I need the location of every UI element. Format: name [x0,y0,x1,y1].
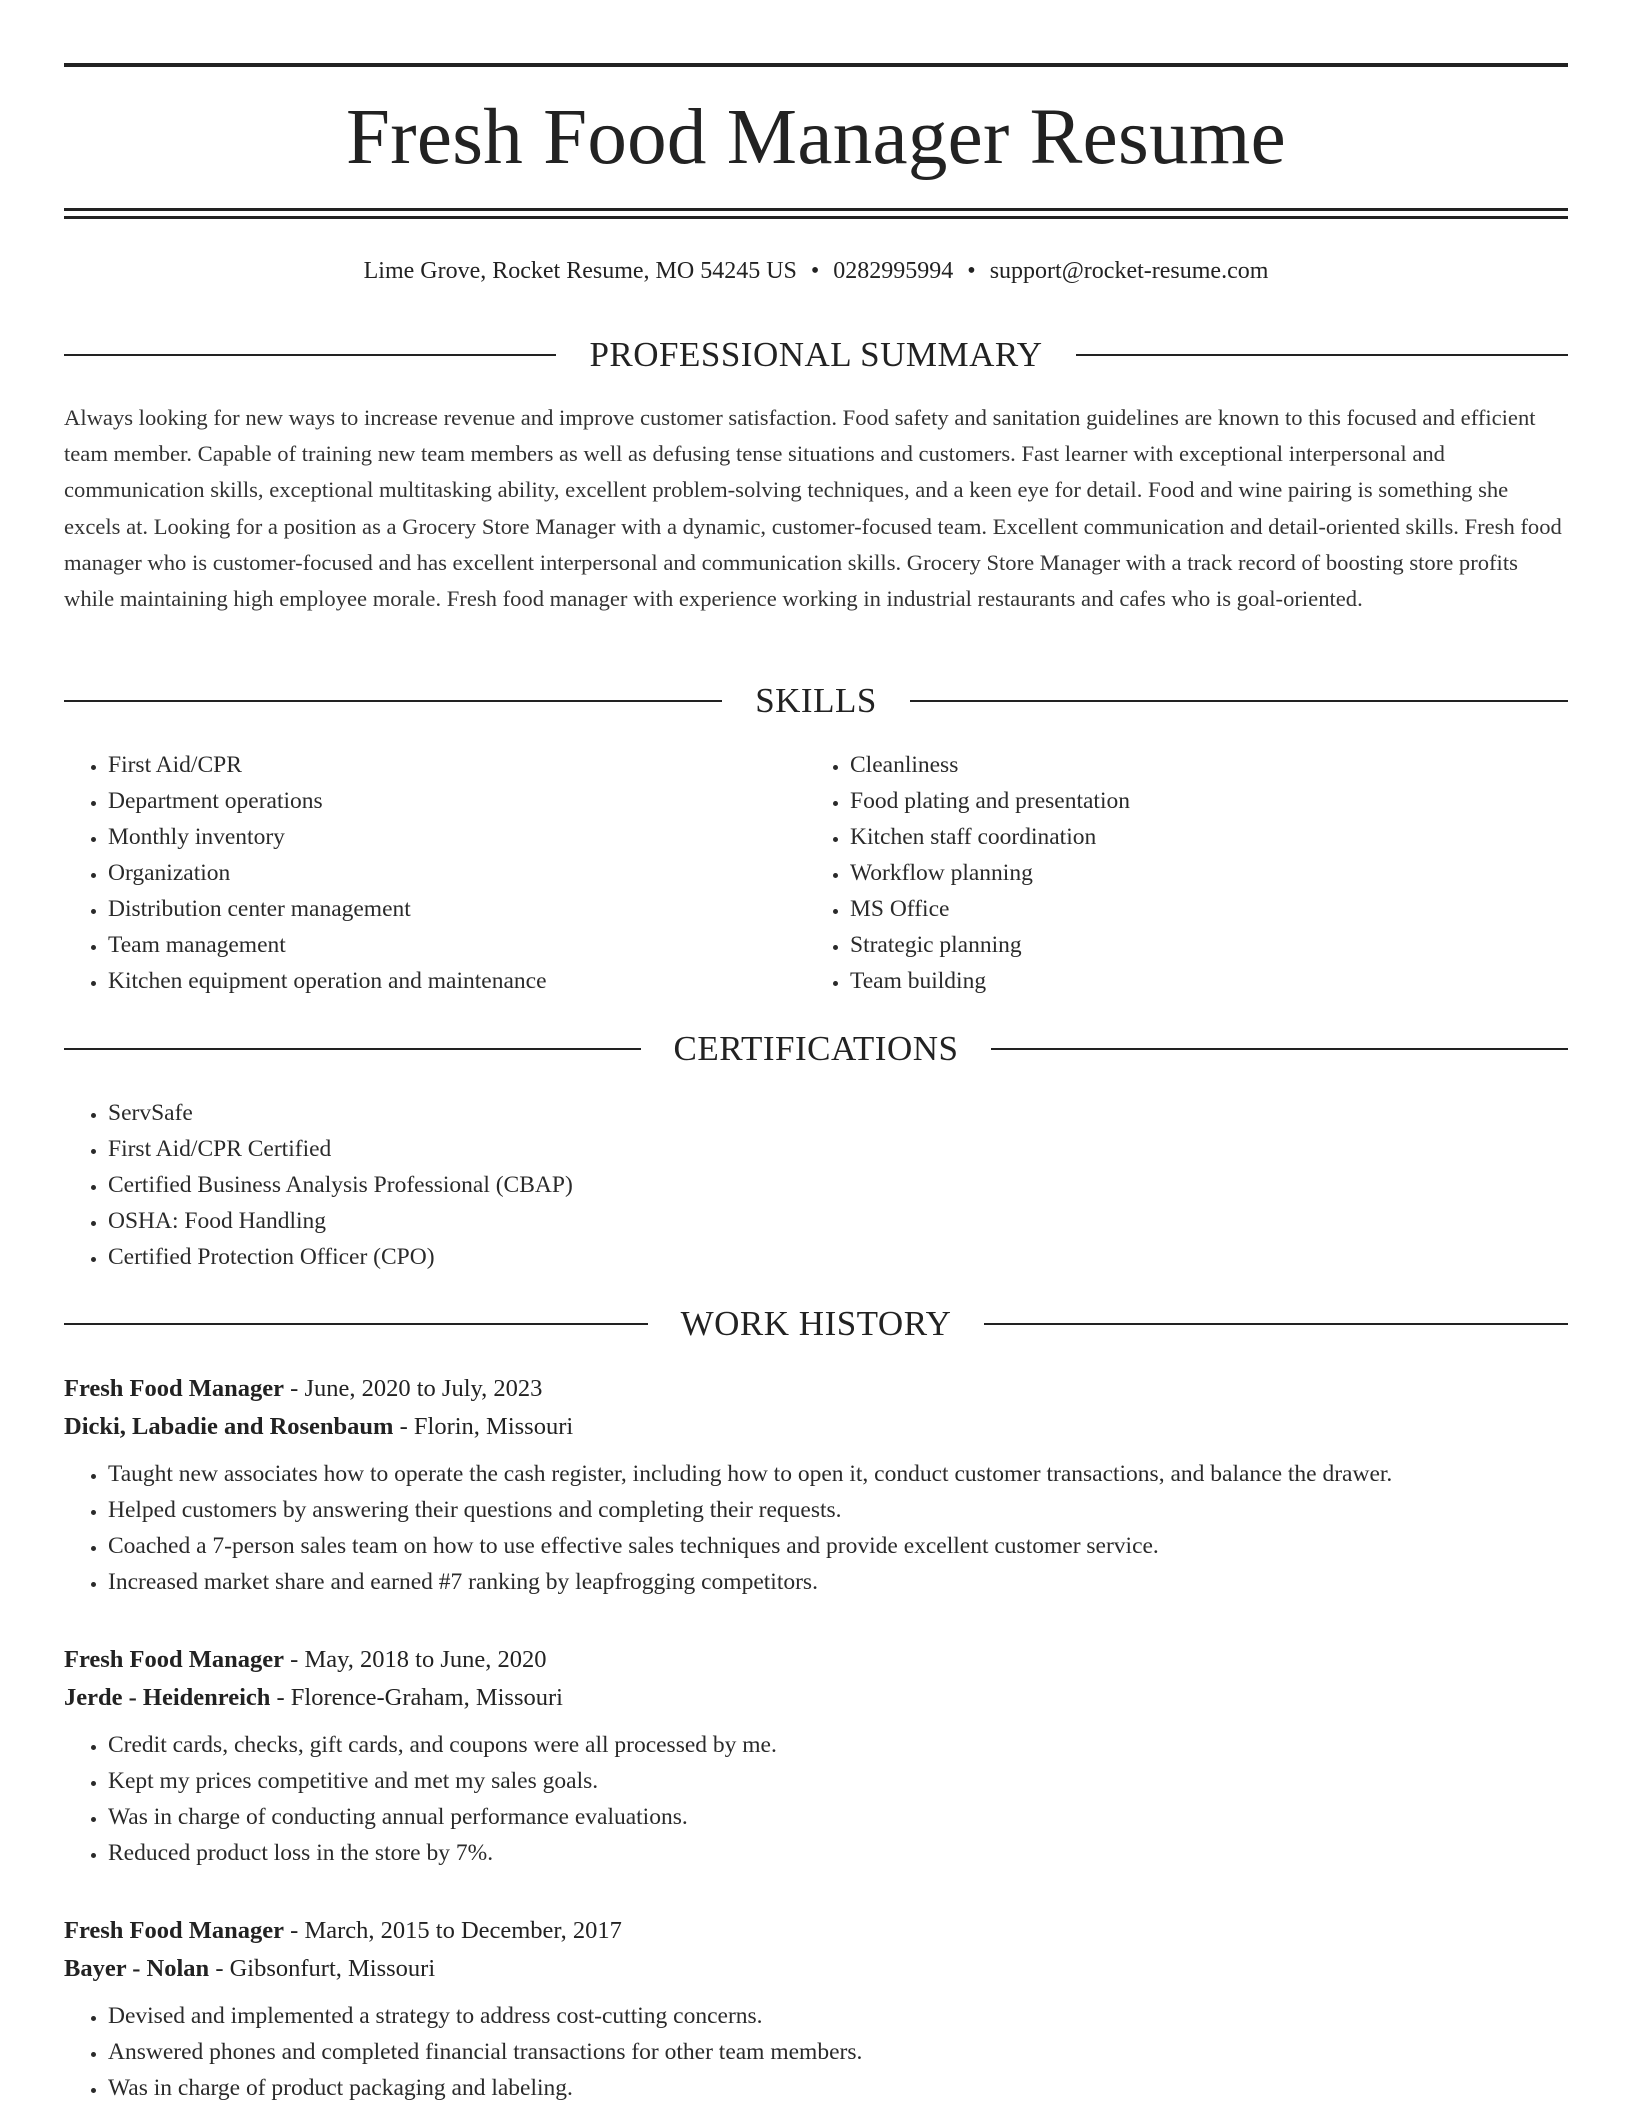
job-bullet: • Devised and implemented a strategy to address cost-cutting concerns. [108,1998,1568,2034]
job-bullet: • Taught new associates how to operate the cash register, including how to open it, conduct customer transactions, and balance the drawer. [108,1456,1568,1492]
job-location: - Florin, Missouri [393,1413,574,1440]
job-dates: - March, 2015 to December, 2017 [284,1917,622,1944]
contact-separator: • [810,258,820,284]
job-company: Jerde - Heidenreich [64,1684,271,1711]
contact-line [64,254,1568,288]
heading-rule-right [991,1048,1568,1050]
skills-heading-label: SKILLS [755,681,877,720]
certification-item: • Certified Business Analysis Professional (CBAP) [108,1167,1064,1203]
certifications-list-wrap [64,1095,1064,1275]
job-location: - Florence-Graham, Missouri [270,1684,563,1711]
heading-rule-left [64,1048,641,1050]
skill-item: • Kitchen equipment operation and maintenance [108,963,764,999]
job-bullets [64,1727,1568,1871]
title-rule-upper [64,208,1568,211]
title-rule-lower [64,216,1568,219]
contact-email[interactable]: support@rocket-resume.com [989,258,1269,284]
job-location: - Gibsonfurt, Missouri [209,1955,436,1982]
job-company-line [64,1950,1568,1988]
skill-item: • Organization [108,855,764,891]
contact-address: Lime Grove, Rocket Resume, MO 54245 US [363,258,797,284]
job-bullet: • Increased market share and earned #7 ranking by leapfrogging competitors. [108,1564,1568,1600]
work-history-heading-label: WORK HISTORY [680,1304,952,1343]
skill-item: • First Aid/CPR [108,747,764,783]
top-rule [64,63,1568,67]
page-title: Fresh Food Manager Resume [346,94,1286,181]
job-bullets [64,1998,1568,2106]
heading-rule-right [984,1323,1568,1325]
job-entry [64,1641,1568,1871]
job-company-line [64,1408,1568,1446]
skills-column-left [64,747,764,999]
job-company: Dicki, Labadie and Rosenbaum [64,1413,394,1440]
skills-heading [64,679,1568,723]
contact-phone: 0282995994 [833,258,954,284]
job-bullet: • Credit cards, checks, gift cards, and coupons were all processed by me. [108,1727,1568,1763]
job-title-line [64,1912,1568,1950]
certification-item: • First Aid/CPR Certified [108,1131,1064,1167]
job-bullet: • Coached a 7-person sales team on how to use effective sales techniques and provide excellent customer service. [108,1528,1568,1564]
job-bullet: • Kept my prices competitive and met my sales goals. [108,1763,1568,1799]
contact-separator: • [967,258,976,284]
job-bullet: • Reduced product loss in the store by 7%. [108,1835,1568,1871]
skill-item: • Strategic planning [850,927,1506,963]
certification-item: • OSHA: Food Handling [108,1203,1064,1239]
skill-item: • Team building [850,963,1506,999]
heading-rule-right [910,700,1568,702]
job-bullet: • Helped customers by answering their questions and completing their requests. [108,1492,1568,1528]
job-title: Fresh Food Manager [64,1375,285,1402]
job-dates: - June, 2020 to July, 2023 [284,1375,543,1402]
skill-item: • MS Office [850,891,1506,927]
skills-list-right [806,747,1506,999]
certifications-heading [64,1027,1568,1071]
job-bullets [64,1456,1568,1600]
heading-rule-left [64,354,556,356]
skills-list-left [64,747,764,999]
job-title-line [64,1370,1568,1408]
skill-item: • Distribution center management [108,891,764,927]
job-title: Fresh Food Manager [64,1646,285,1673]
heading-rule-left [64,700,722,702]
skill-item: • Monthly inventory [108,819,764,855]
skill-item: • Food plating and presentation [850,783,1506,819]
heading-rule-left [64,1323,648,1325]
summary-text: Always looking for new ways to increase revenue and improve customer satisfaction. Food safety and sanitation guidelines are known to this focused and efficient team member. Capable of training new team members as well as defusing tense situations and customers. Fast learner with exceptional interpersonal and communication skills, exceptional multitasking ability, excellent problem-solving techniques, and a keen eye for detail. Food and wine pairing is something she excels at. Looking for a position as a Grocery Store Manager with a dynamic, customer-focused team. Excellent communication and detail-oriented skills. Fresh food manager who is customer-focused and has excellent interpersonal and communication skills. Grocery Store Manager with a track record of boosting store profits while maintaining high employee morale. Fresh food manager with experience working in industrial restaurants and cafes who is goal-oriented. [64,405,1562,612]
job-title-line [64,1641,1568,1679]
skills-column-right [806,747,1506,999]
skill-item: • Kitchen staff coordination [850,819,1506,855]
certification-item: • Certified Protection Officer (CPO) [108,1239,1064,1275]
job-entry [64,1912,1568,2106]
work-history-heading [64,1302,1568,1346]
skill-item: • Cleanliness [850,747,1506,783]
job-company: Bayer - Nolan [64,1955,210,1982]
heading-rule-right [1076,354,1568,356]
job-bullet: • Answered phones and completed financial transactions for other team members. [108,2034,1568,2070]
summary-heading [64,333,1568,377]
job-bullet: • Was in charge of product packaging and labeling. [108,2070,1568,2106]
certifications-heading-label: CERTIFICATIONS [673,1029,959,1068]
job-bullet: • Was in charge of conducting annual performance evaluations. [108,1799,1568,1835]
certification-item: • ServSafe [108,1095,1064,1131]
certifications-list [64,1095,1064,1275]
skill-item: • Workflow planning [850,855,1506,891]
skill-item: • Department operations [108,783,764,819]
job-dates: - May, 2018 to June, 2020 [284,1646,547,1673]
job-title: Fresh Food Manager [64,1917,285,1944]
skill-item: • Team management [108,927,764,963]
job-entry [64,1370,1568,1600]
job-company-line [64,1679,1568,1717]
summary-heading-label: PROFESSIONAL SUMMARY [589,335,1043,374]
